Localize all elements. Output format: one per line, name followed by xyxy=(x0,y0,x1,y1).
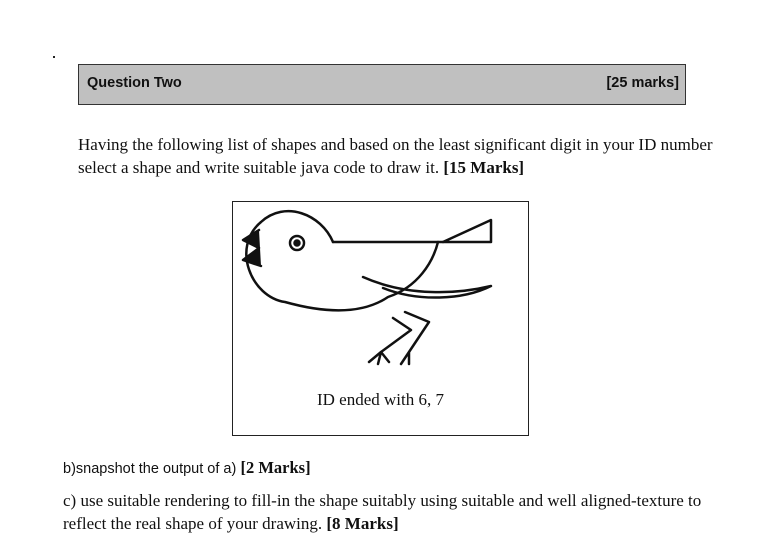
intro-marks: [15 Marks] xyxy=(443,158,525,177)
intro-text: Having the following list of shapes and based on the least significant digit in your ID number select a shape and write suitable java code to draw it. xyxy=(78,135,713,177)
bird-figure xyxy=(232,201,529,436)
part-c xyxy=(63,489,703,535)
part-b-text: b)snapshot the output of a) xyxy=(63,461,237,477)
bird-tail xyxy=(443,220,491,242)
part-b xyxy=(63,458,311,478)
question-title: Question Two xyxy=(87,75,182,91)
part-b-marks: [2 Marks] xyxy=(240,458,311,477)
part-c-text: c) use suitable rendering to fill-in the shape suitably using suitable and well aligned-texture to reflect the real shape of your drawing. xyxy=(63,491,702,533)
figure-caption: ID ended with 6, 7 xyxy=(316,390,444,409)
question-header xyxy=(78,64,686,105)
bird-leg-right xyxy=(401,312,429,364)
question-marks: [25 marks] xyxy=(606,75,679,91)
bird-eye-inner xyxy=(295,241,300,246)
part-c-marks: [8 Marks] xyxy=(326,514,399,533)
question-intro xyxy=(78,133,718,179)
stray-dot xyxy=(53,56,55,58)
bird-wing xyxy=(363,277,491,298)
